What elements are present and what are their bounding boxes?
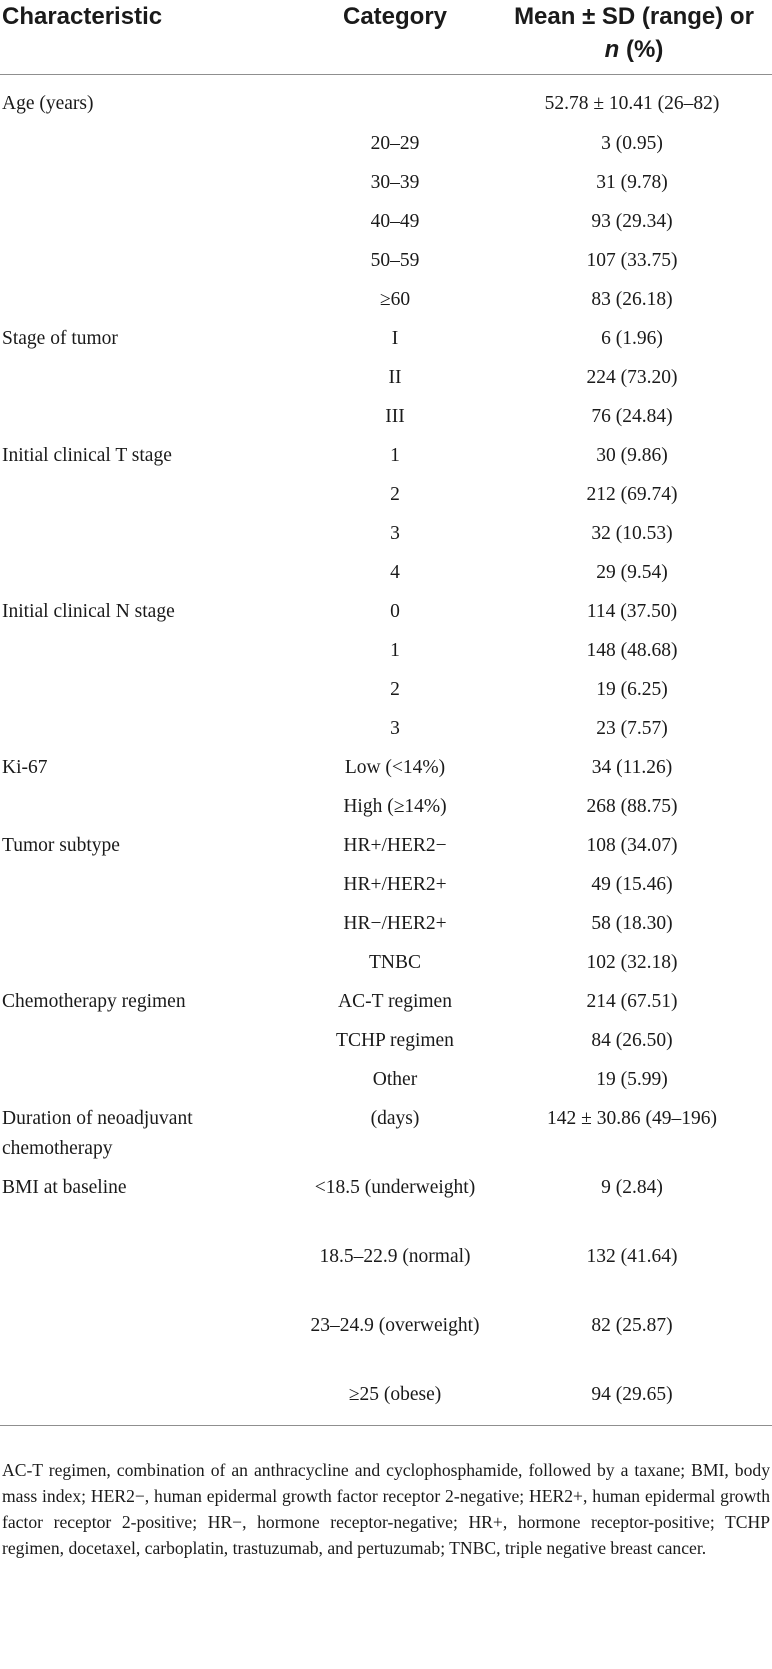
row-characteristic [0, 519, 300, 558]
row-category: AC-T regimen [338, 991, 452, 1012]
row-value: 29 (9.54) [596, 562, 668, 583]
table-row [0, 831, 772, 870]
row-category: 3 [390, 523, 400, 544]
row-characteristic [0, 1065, 300, 1104]
row-characteristic [0, 1242, 300, 1311]
table-row [0, 246, 772, 285]
header-category: Category [300, 0, 490, 75]
row-value: 32 (10.53) [591, 523, 673, 544]
row-value: 142 ± 30.86 (49–196) [547, 1108, 717, 1129]
table-row [0, 168, 772, 207]
header-value-pct: (%) [619, 36, 664, 63]
row-category: TNBC [368, 952, 421, 973]
table-body [0, 75, 772, 1426]
table-row [0, 1242, 772, 1311]
table-row [0, 597, 772, 636]
row-characteristic [0, 480, 300, 519]
table-row [0, 675, 772, 714]
row-value: 30 (9.86) [596, 445, 668, 466]
row-characteristic [0, 363, 300, 402]
row-value: 31 (9.78) [596, 172, 668, 193]
table-row [0, 207, 772, 246]
row-category: 18.5–22.9 (normal) [319, 1246, 471, 1267]
row-category: Low (<14%) [344, 757, 446, 778]
row-value: 148 (48.68) [586, 640, 678, 661]
table-header [0, 0, 772, 75]
row-value: 268 (88.75) [586, 796, 678, 817]
row-category: 2 [390, 484, 400, 505]
table-row [0, 948, 772, 987]
row-characteristic: Age (years) [2, 93, 94, 114]
row-value: 19 (6.25) [596, 679, 668, 700]
row-value: 108 (34.07) [586, 835, 678, 856]
table-row [0, 909, 772, 948]
table-row [0, 636, 772, 675]
row-value: 58 (18.30) [591, 913, 673, 934]
row-value: 82 (25.87) [591, 1315, 673, 1336]
row-characteristic [0, 207, 300, 246]
row-characteristic: Chemotherapy regimen [2, 991, 186, 1012]
row-value: 114 (37.50) [586, 601, 678, 622]
table-row [0, 324, 772, 363]
row-value: 132 (41.64) [586, 1246, 678, 1267]
table-row [0, 480, 772, 519]
row-category: III [385, 406, 405, 427]
row-characteristic [0, 870, 300, 909]
row-value: 93 (29.34) [591, 211, 673, 232]
row-category: High (≥14%) [343, 796, 447, 817]
row-characteristic: Initial clinical T stage [2, 445, 172, 466]
row-characteristic [0, 636, 300, 675]
row-characteristic: BMI at baseline [2, 1177, 127, 1198]
header-value-line1: Mean ± SD (range) or [514, 3, 754, 30]
row-value: 49 (15.46) [591, 874, 673, 895]
row-value: 224 (73.20) [586, 367, 678, 388]
row-characteristic [0, 675, 300, 714]
header-value [490, 0, 772, 75]
row-category: 30–39 [370, 172, 420, 193]
row-category: 1 [390, 445, 400, 466]
table-row [0, 129, 772, 168]
table-row [0, 363, 772, 402]
row-category: Other [372, 1069, 418, 1090]
table-row [0, 1173, 772, 1242]
row-value: 107 (33.75) [586, 250, 678, 271]
row-category: HR−/HER2+ [343, 913, 447, 934]
row-category: 1 [390, 640, 400, 661]
table-row [0, 987, 772, 1026]
table-row [0, 1311, 772, 1380]
table-bottom-rule [0, 1425, 772, 1426]
row-category: ≥60 [379, 289, 411, 310]
row-category: HR+/HER2+ [343, 874, 447, 895]
row-characteristic [0, 402, 300, 441]
row-characteristic [0, 168, 300, 207]
row-characteristic [0, 246, 300, 285]
row-characteristic [0, 792, 300, 831]
table-row [0, 870, 772, 909]
row-category: 3 [390, 718, 400, 739]
table-row [0, 519, 772, 558]
row-characteristic: Ki-67 [2, 757, 48, 778]
row-category: 23–24.9 (overweight) [310, 1315, 480, 1336]
row-value: 34 (11.26) [591, 757, 673, 778]
table-row [0, 1065, 772, 1104]
row-category: I [391, 328, 399, 349]
row-category: 50–59 [370, 250, 420, 271]
table-footnote: AC-T regimen, combination of an anthracycline and cyclophosphamide, followed by a taxane; BMI, body mass index; HER2−, human epidermal growth factor receptor 2-negative; HER2+, human epidermal growth factor receptor 2-positive; HR−, hormone receptor-negative; HR+, hormone receptor-positive; TCHP regimen, docetaxel, carboplatin, trastuzumab, and pertuzumab; TNBC, triple negative breast cancer. [2, 1459, 770, 1558]
row-category: 0 [390, 601, 400, 622]
row-category: ≥25 (obese) [348, 1384, 442, 1405]
row-characteristic [0, 129, 300, 168]
row-value: 9 (2.84) [601, 1177, 663, 1198]
row-value: 52.78 ± 10.41 (26–82) [544, 93, 720, 114]
row-value: 23 (7.57) [596, 718, 668, 739]
row-category: II [388, 367, 402, 388]
row-characteristic [0, 558, 300, 597]
row-category: (days) [370, 1108, 420, 1129]
row-value: 212 (69.74) [586, 484, 678, 505]
header-row [0, 0, 772, 75]
row-characteristic: Stage of tumor [2, 328, 118, 349]
row-value: 84 (26.50) [591, 1030, 673, 1051]
row-category: <18.5 (underweight) [314, 1177, 476, 1198]
row-category: 2 [390, 679, 400, 700]
row-value: 94 (29.65) [591, 1384, 673, 1405]
table-row [0, 558, 772, 597]
row-characteristic [0, 1311, 300, 1380]
row-category: TCHP regimen [336, 1030, 454, 1051]
row-characteristic: Tumor subtype [2, 835, 120, 856]
row-characteristic: Duration of neoadjuvant chemotherapy [2, 1108, 193, 1159]
row-category: 40–49 [370, 211, 420, 232]
table-row [0, 753, 772, 792]
row-characteristic [0, 714, 300, 753]
row-value: 76 (24.84) [591, 406, 673, 427]
table-row [0, 285, 772, 324]
row-characteristic [0, 285, 300, 324]
header-value-n: n [604, 36, 620, 63]
table-row [0, 792, 772, 831]
table-row [0, 402, 772, 441]
table-row [0, 441, 772, 480]
table-row [0, 1026, 772, 1065]
row-category: HR+/HER2− [343, 835, 447, 856]
row-value: 19 (5.99) [596, 1069, 668, 1090]
row-characteristic [0, 948, 300, 987]
row-value: 83 (26.18) [591, 289, 673, 310]
row-category: 20–29 [370, 133, 420, 154]
row-characteristic [0, 1026, 300, 1065]
row-category [300, 75, 490, 130]
row-characteristic: Initial clinical N stage [2, 601, 175, 622]
row-value: 102 (32.18) [586, 952, 678, 973]
row-value: 6 (1.96) [601, 328, 663, 349]
row-characteristic [0, 909, 300, 948]
row-category: 4 [390, 562, 400, 583]
table-row [0, 1104, 772, 1173]
row-characteristic [0, 1380, 300, 1425]
table-row [0, 1380, 772, 1425]
row-value: 214 (67.51) [586, 991, 678, 1012]
header-characteristic: Characteristic [0, 0, 300, 75]
table-row [0, 75, 772, 130]
table-row [0, 714, 772, 753]
row-value: 3 (0.95) [601, 133, 663, 154]
